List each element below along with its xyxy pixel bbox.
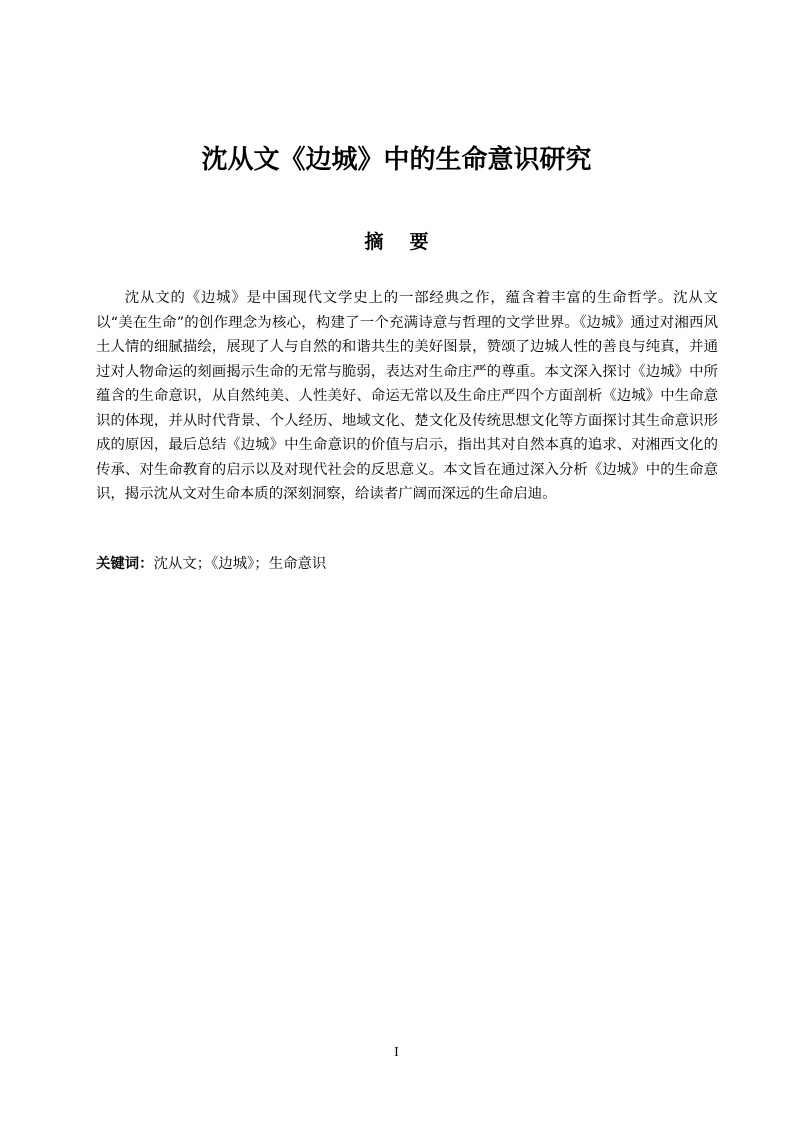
keywords-value: 沈从文；《边城》；生命意识 bbox=[153, 556, 327, 572]
abstract-body: 沈从文的《边城》是中国现代文学史上的一部经典之作，蕴含着丰富的生命哲学。沈从文以“美在生命”的创作理念为核心，构建了一个充满诗意与哲理的文学世界。《边城》通过对湘西风土人情的细腻描绘，展现了人与自然的和谐共生的美好图景，赞颂了边城人性的善良与纯真，并通过对人物命运的刻画揭示生命的无常与脆弱，表达对生命庄严的尊重。本文深入探讨《边城》中所蕴含的生命意识，从自然纯美、人性美好、命运无常以及生命庄严四个方面剖析《边城》中生命意识的体现，并从时代背景、个人经历、地域文化、楚文化及传统思想文化等方面探讨其生命意识形成的原因，最后总结《边城》中生命意识的价值与启示，指出其对自然本真的追求、对湘西文化的传承、对生命教育的启示以及对现代社会的反思意义。本文旨在通过深入分析《边城》中的生命意识，揭示沈从文对生命本质的深刻洞察，给读者广阔而深远的生命启迪。 bbox=[96, 290, 718, 502]
document-title: 沈从文《边城》中的生命意识研究 bbox=[201, 145, 592, 175]
page-number: I bbox=[394, 1045, 399, 1060]
keywords-label: 关键词： bbox=[96, 556, 154, 572]
abstract-heading: 摘要 bbox=[364, 231, 455, 253]
keywords-line bbox=[96, 552, 718, 576]
